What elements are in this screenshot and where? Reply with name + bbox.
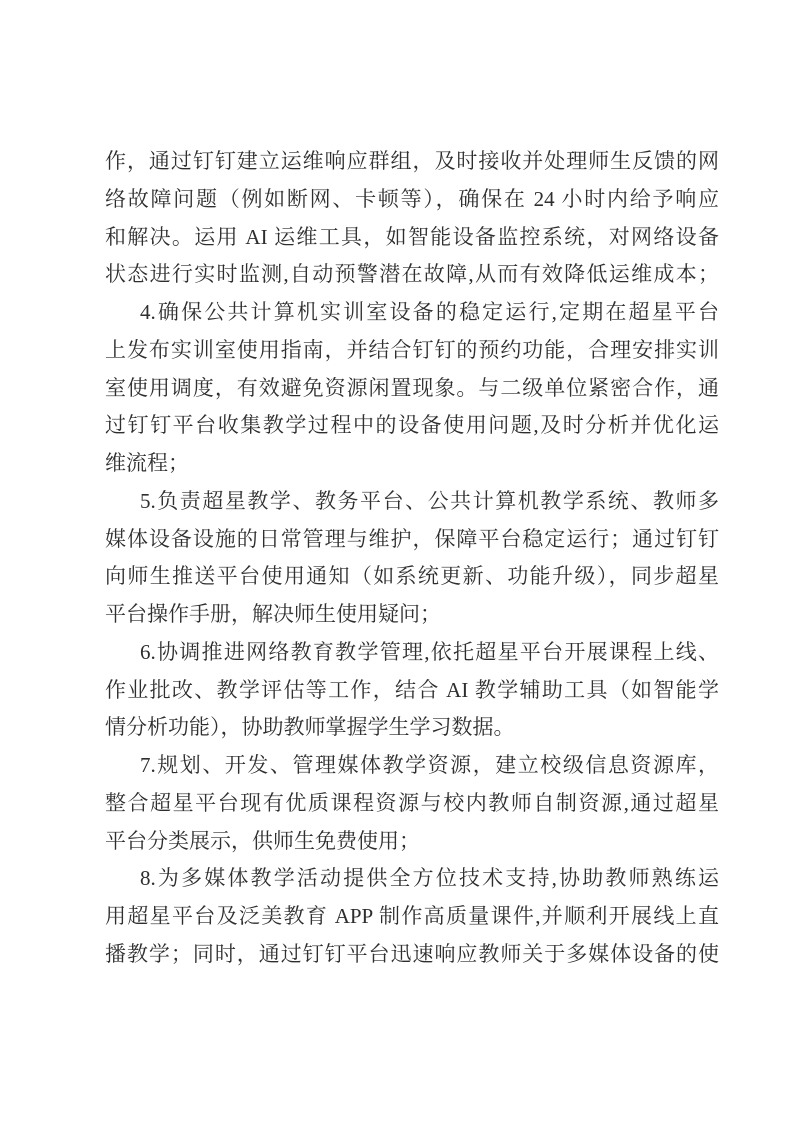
paragraph bbox=[105, 143, 719, 294]
text-line: 情分析功能），协助教师掌握学生学习数据。 bbox=[105, 715, 515, 740]
text-line: 平台分类展示，供师生免费使用； bbox=[105, 828, 420, 853]
paragraph bbox=[105, 483, 719, 634]
paragraph bbox=[105, 634, 719, 747]
document-body bbox=[105, 143, 719, 974]
text-line: 6.协调推进网络教育教学管理,依托超星平台开展课程上线、 bbox=[140, 639, 719, 664]
text-line: 室使用调度，有效避免资源闲置现象。与二级单位紧密合作，通 bbox=[105, 375, 719, 400]
text-line: 络故障问题（例如断网、卡顿等），确保在 24 小时内给予响应 bbox=[105, 186, 719, 211]
text-line: 上发布实训室使用指南，并结合钉钉的预约功能，合理安排实训 bbox=[105, 337, 719, 362]
text-line: 向师生推送平台使用通知（如系统更新、功能升级），同步超星 bbox=[105, 564, 719, 589]
text-line: 播教学；同时，通过钉钉平台迅速响应教师关于多媒体设备的使 bbox=[105, 941, 719, 966]
text-line: 作，通过钉钉建立运维响应群组，及时接收并处理师生反馈的网 bbox=[105, 149, 719, 173]
text-line: 作业批改、教学评估等工作，结合 AI 教学辅助工具（如智能学 bbox=[105, 677, 719, 702]
text-line: 状态进行实时监测,自动预警潜在故障,从而有效降低运维成本； bbox=[105, 262, 719, 287]
paragraph bbox=[105, 747, 719, 860]
text-line: 过钉钉平台收集教学过程中的设备使用问题,及时分析并优化运 bbox=[105, 413, 719, 438]
text-line: 用超星平台及泛美教育 APP 制作高质量课件,并顺利开展线上直 bbox=[105, 904, 719, 928]
text-line: 和解决。运用 AI 运维工具，如智能设备监控系统，对网络设备 bbox=[105, 224, 719, 249]
paragraph bbox=[105, 294, 719, 483]
text-line: 4.确保公共计算机实训室设备的稳定运行,定期在超星平台 bbox=[140, 300, 719, 324]
text-line: 媒体设备设施的日常管理与维护，保障平台稳定运行；通过钉钉 bbox=[105, 526, 719, 551]
text-line: 平台操作手册，解决师生使用疑问； bbox=[105, 602, 441, 626]
text-line: 整合超星平台现有优质课程资源与校内教师自制资源,通过超星 bbox=[105, 790, 719, 815]
text-line: 8.为多媒体教学活动提供全方位技术支持,协助教师熟练运 bbox=[140, 866, 719, 891]
text-line: 5.负责超星教学、教务平台、公共计算机教学系统、教师多 bbox=[140, 488, 719, 513]
text-line: 维流程； bbox=[105, 451, 189, 475]
paragraph bbox=[105, 860, 719, 973]
text-line: 7.规划、开发、管理媒体教学资源，建立校级信息资源库， bbox=[140, 753, 719, 777]
